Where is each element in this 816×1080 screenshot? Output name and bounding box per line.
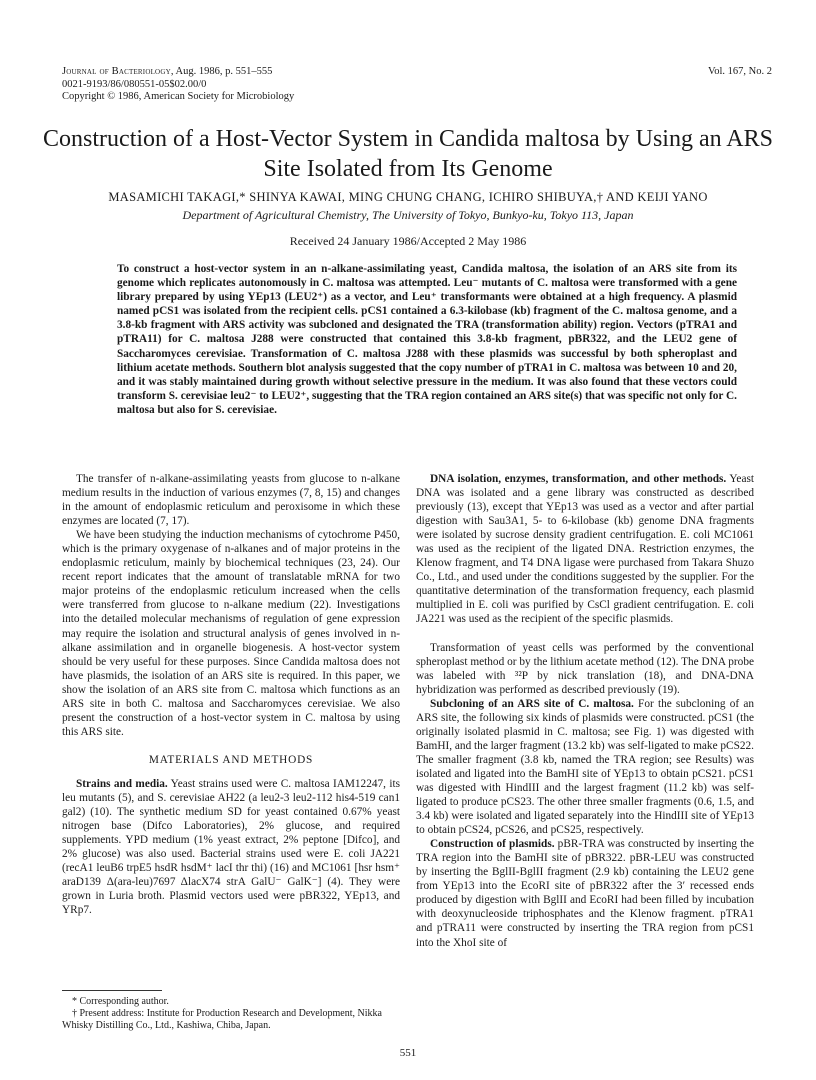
intro-paragraph-2: We have been studying the induction mechanisms of cytochrome P450, which is the primary oxygenase of n-alkanes and of major proteins in the endoplasmic reticulum, mainly by biochemical techniques (23, 24). Our recent report indicates that the amount of translatable mRNA for two major proteins of the endoplasmic reticulum increased when the cells were transferred from glucose to n-alkane medium (22). Investigations into the detailed molecular mechanisms of regulation of gene expression may require the isolation and structural analysis of genes involved in n-alkane assimilation and in organelle biogenesis. A host-vector system should be very useful for these purposes. Since Candida maltosa does not have plasmids, the isolation of an ARS site is required. In this paper, we show the isolation of an ARS site from C. maltosa which functions as an ARS site in both C. maltosa and Saccharomyces cerevisiae. We also present the construction of a host-vector system in C. maltosa by using this ARS site. bbox=[62, 529, 400, 738]
intro-paragraph-1: The transfer of n-alkane-assimilating yeasts from glucose to n-alkane medium results in the induction of various enzymes (7, 8, 15) and changes in the amount of endoplasmic reticulum and peroxisome in which these enzymes are located (7, 17). bbox=[62, 473, 400, 528]
strains-paragraph bbox=[62, 777, 400, 917]
journal-citation bbox=[62, 66, 772, 79]
footnote-rule bbox=[62, 990, 162, 991]
dna-methods-heading: DNA isolation, enzymes, transformation, and other methods. bbox=[430, 473, 727, 485]
copyright-line: Copyright © 1986, American Society for Microbiology bbox=[62, 91, 295, 102]
left-column bbox=[62, 472, 400, 917]
right-column bbox=[416, 472, 754, 950]
volume-issue: Vol. 167, No. 2 bbox=[708, 66, 772, 77]
strains-heading: Strains and media. bbox=[76, 777, 168, 790]
masthead bbox=[62, 66, 772, 104]
subcloning-text: For the subcloning of an ARS site, the following six kinds of plasmids were constructed. pCS1 (the originally isolated plasmid in C. maltosa; see Fig. 1) was digested with BamHI, and the larger fragment (13.2 kb) was self-ligated to make pCS22. The smaller fragment (3.8 kb, named the TRA region; see Results) was isolated and ligated into the BamHI site of YEp13 to obtain pCS21. pCS1 was digested with HindIII and the largest fragment (11.2 kb) was self-ligated to produce pCS23. The other three smaller fragments (0.6, 1.5, and 3.4 kb) were isolated and ligated separately into the HindIII site of YEp13 to obtain pCS24, pCS26, and pCS25, respectively. bbox=[416, 697, 754, 837]
author-list: MASAMICHI TAKAGI,* SHINYA KAWAI, MING CHUNG CHANG, ICHIRO SHIBUYA,† AND KEIJI YANO bbox=[108, 190, 708, 204]
article-title: Construction of a Host-Vector System in Candida maltosa by Using an ARS Site Isolated from Its Genome bbox=[43, 126, 773, 182]
transformation-paragraph: Transformation of yeast cells was performed by the conventional spheroplast method or by the lithium acetate method (12). The DNA probe was labeled with ³²P by nick translation (18), and DNA-DNA hybridization was performed as described previously (19). bbox=[416, 641, 754, 696]
footnote-present-address: † Present address: Institute for Production Research and Development, Nikka Whisky Distilling Co., Ltd., Kashiwa, Chiba, Japan. bbox=[62, 1008, 382, 1031]
article-code: 0021-9193/86/080551-05$02.00/0 bbox=[62, 78, 207, 90]
strains-text: Yeast strains used were C. maltosa IAM12247, its leu mutants (5), and S. cerevisiae AH22 (a leu2-3 leu2-112 his4-519 can1 gal2) (10). The synthetic medium SD for yeast contained 0.67% yeast nitrogen base (Difco Laboratories), 2% glucose, and required supplements. YPD medium (1% yeast extract, 2% peptone [Difco], and 2% glucose) was also used. Bacterial strains used were E. coli JA221 (recA1 leuB6 trpE5 hsdR hsdM⁺ lacI thr thi) (16) and MC1061 [hsr hsm⁺ araD139 Δ(ara-leu)7697 ΔlacX74 strA GalU⁻ GalK⁻] (4). They were grown in Luria broth. Plasmid vectors used were pBR322, YEp13, and YRp7. bbox=[62, 777, 400, 917]
section-heading-methods: MATERIALS AND METHODS bbox=[148, 753, 314, 766]
footnotes bbox=[62, 996, 400, 1032]
journal-name: Journal of Bacteriology bbox=[62, 66, 171, 77]
subcloning-heading: Subcloning of an ARS site of C. maltosa. bbox=[430, 697, 634, 710]
construction-paragraph bbox=[416, 837, 754, 949]
abstract: To construct a host-vector system in an n-alkane-assimilating yeast, Candida maltosa, the isolation of an ARS site from its genome which replicates autonomously in C. maltosa was attempted. Leu⁻ mutants of C. maltosa were transformed with a gene library prepared by using YEp13 (LEU2⁺) as a vector, and Leu⁺ transformants were obtained at a high frequency. A plasmid named pCS1 was isolated from the recipient cells. pCS1 contained a 6.3-kilobase (kb) fragment of the C. maltosa genome, and a 3.8-kb fragment with ARS activity was subcloned and designated the TRA (transformation ability) region. Vectors (pTRA1 and pTRA11) for C. maltosa J288 were constructed that contained this 3.8-kb fragment, pBR322, and the LEU2 gene of Saccharomyces cerevisiae. Transformation of C. maltosa J288 with these plasmids was successful by both spheroplast and lithium acetate methods. Southern blot analysis suggested that the copy number of pTRA1 in C. maltosa was between 10 and 20, and it was stably maintained during growth without selective pressure in the medium. It was also found that these vectors could transform S. cerevisiae leu2⁻ to LEU2⁺, suggesting that the TRA region contained an ARS site(s) that was specific not only for C. maltosa but also for S. cerevisiae. bbox=[117, 263, 737, 416]
construction-text: pBR-TRA was constructed by inserting the TRA region into the BamHI site of pBR322. pBR-LEU was constructed by inserting the BglII-BglII fragment (2.9 kb) containing the LEU2 gene from YEp13 into the EcoRI site of pBR322 after the 3′ recessed ends produced by digestion with BglII and EcoRI had been filled by incubation with deoxynucleoside triphosphates and the Klenow fragment. pTRA1 and pTRA11 were constructed by inserting the TRA region from pCS1 into the XhoI site of bbox=[416, 838, 754, 949]
construction-heading: Construction of plasmids. bbox=[430, 838, 555, 851]
affiliation: Department of Agricultural Chemistry, The University of Tokyo, Bunkyo-ku, Tokyo 113, Japan bbox=[182, 208, 634, 222]
dna-methods-paragraph bbox=[416, 472, 754, 627]
subcloning-paragraph bbox=[416, 697, 754, 837]
dna-methods-text: Yeast DNA was isolated and a gene library was constructed as described previously (13), except that YEp13 was used as a vector and after partial digestion with Sau3A1, 5- to 6-kilobase (kb) genome DNA fragments were isolated by sucrose density gradient centrifugation. E. coli MC1061 was used as the recipient of the ligated DNA. Restriction enzymes, the Klenow fragment, and T4 DNA ligase were purchased from Takara Shuzo Co., Ltd., and used under the conditions suggested by the supplier. For the quantitative determination of the transformation frequency, each plasmid multiplied in E. coli was purified by CsCl gradient centrifugation. E. coli JA221 was used as the recipient of the specific plasmids. bbox=[416, 473, 754, 626]
issue-line: , Aug. 1986, p. 551–555 bbox=[170, 66, 273, 77]
received-dates: Received 24 January 1986/Accepted 2 May 1986 bbox=[289, 234, 527, 248]
page-number: 551 bbox=[399, 1047, 417, 1059]
footnote-corresponding: * Corresponding author. bbox=[72, 996, 169, 1007]
